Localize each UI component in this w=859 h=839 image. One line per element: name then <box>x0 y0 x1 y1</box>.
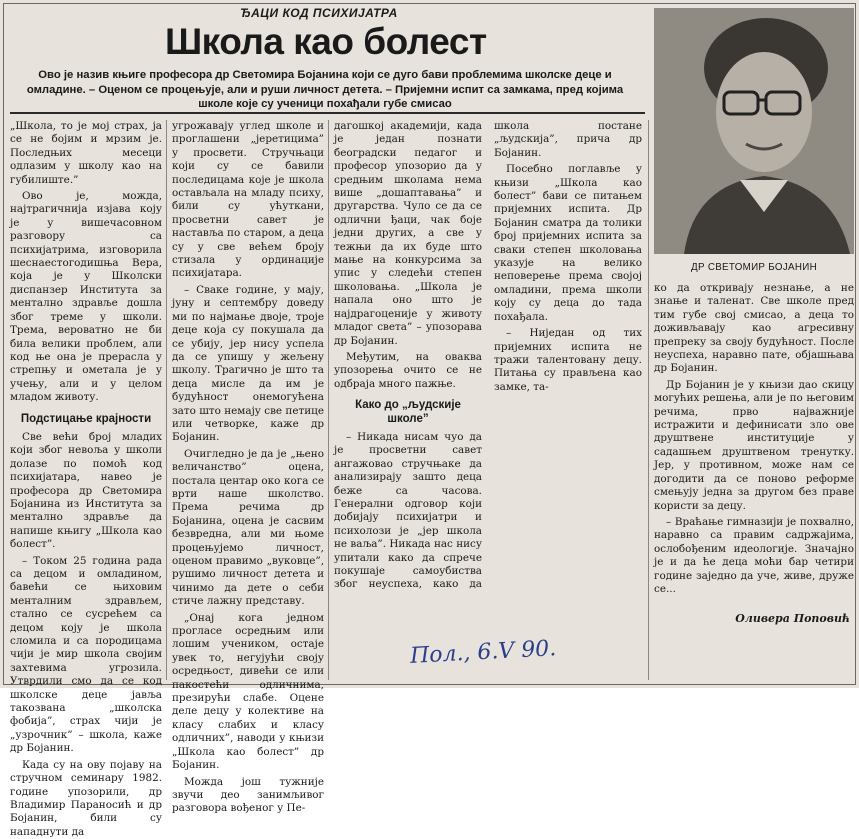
subheading: Подстицање крајности <box>20 412 152 425</box>
paragraph: ко да откривају незнање, а не знање и таленат. Све школе пред тим губе свој смисао, а деца то доживљавају као агресивну препреку за своју будућност. После неуспеха, наравно пате, објашњава др Бојанин. <box>654 282 854 375</box>
column-divider <box>328 120 329 680</box>
paragraph: – Сваке године, у мају, јуну и септембру доведу ми по најмање двоје, троје деце која су покушала да се убију, јер нису успела да се упишу у жељену школу. Трагично је што та деца мисле да им је будућност онемогућена зато што немају све петице или четворке, каже др Бојанин. <box>172 283 324 444</box>
paragraph: – Током 25 година рада са децом и омладином, бавећи се њиховим менталним здрављем, стално се сусрећем са децом коју је школа сломила и са породицама чији је мир школа својим захтевима угрозила. Утврдили смо да се код школске деце јавља такозвана „школска фобија”, страх чији је „узрочник” – школа, каже др Бојанин. <box>10 554 162 755</box>
paragraph: дагошкој академији, када је један познати београдски педагог и професор упозорио да у средњим школама нема више „дошаптавања” и другарства. Чуло се да се одлични ђаци, чак боје једни других, а све у тежњи да их буде што мање на конкурсима за упис у следећи степен школовања. „Школа је напала оно што је најдрагоценије у животу младог света” – упозорава др Бојанин. <box>334 120 482 347</box>
double-column-block <box>334 120 642 598</box>
paragraph: – Ниједан од тих пријемних испита не тражи талентовану децу. Питања су прављена као замке, та- <box>494 327 642 393</box>
lead-rule <box>10 112 645 114</box>
headline: Школа као болест <box>165 21 487 62</box>
article-column-1 <box>10 120 162 838</box>
lead-paragraph: Ово је назив књиге професора др Светомира Бојанина који се дуго бави проблемима школске деце и омладине. – Оценом се процењује, али и руши личност детета. – Пријемни испит са замкама, пред којима школе које су ученици похађали губе смисао <box>26 69 624 110</box>
subheading: Како до „људскије школе” <box>355 399 461 425</box>
paragraph: Све већи број младих који због невоља у школи долазе по помоћ код психијатара, навео је професора др Светомира Бојанина из Института за ментално здравље да напише књигу „Школа као болест”. <box>10 430 162 551</box>
author-byline: Оливера Поповић <box>735 612 850 625</box>
portrait-illustration <box>654 8 854 254</box>
paragraph: – Никада нисам чуо да је просветни савет ангажовао стручњаке да анализирају зашто деца беже са часова. Генерални одговор који добијају психијатри и психолози је „јер школа не ваља”. Никада нас нису упитали како да спрече покушаје самоубиства због неуспеха, како да школа постане „људскија”, прича др Бојанин. <box>334 120 642 591</box>
article-column-5 <box>654 282 854 612</box>
kicker: ЂАЦИ КОД ПСИХИЈАТРА <box>240 6 398 20</box>
paragraph: „Школа, то је мој страх, ја се не бојим и мрзим је. Последњих месеци одлазим у школу као на губилиште.” <box>10 120 162 186</box>
paragraph: Када су на ову појаву на стручном семинару 1982. године упозорили, др Владимир Параносић и др Бојанин, били су нападнути да <box>10 758 162 838</box>
paragraph: „Онај кога једном прогласе осредњим или лошим учеником, остаје увек то, негујући своју осредњост, дивећи се или пакостећи одличнима, презирући слабе. Оцене деле децу у колективе на класу слабих и класу одличних”, наводи у књизи „Школа као болест” др Бојанин. <box>172 611 324 772</box>
paragraph: Међутим, на оваква упозорења очито се не одбраја много пажње. <box>334 350 482 390</box>
paragraph: Можда још тужније звучи део занимљивог разговора вођеног у Пе- <box>172 775 324 815</box>
author-photo <box>654 8 854 254</box>
photo-caption: ДР СВЕТОМИР БОЈАНИН <box>691 262 817 273</box>
paragraph: угрожавају углед школе и проглашени „јеретицима” у просвети. Стручњаци који су се бавили последицама које је школа остављала на младу психу, били су ућуткани, просветни савет је наставља по старом, а деца су у све већем броју стизала у ординације психијатара. <box>172 120 324 280</box>
paragraph: Ово је, можда, најтрагичнија изјава коју је у вишечасовном разговору са психијатрима, изговорила шеснаестогодишња Вера, која је у Школски диспанзер Института за ментално здравље дошла због треме у школи. Трема, вероватно не би била велики проблем, али код ње она је прерасла у стрепњу и ометала је у учењу, али и у целом младом животу. <box>10 190 162 404</box>
column-divider <box>166 120 167 680</box>
handwritten-date-note: Пол., 6.V 90. <box>409 636 557 669</box>
article-column-3 <box>334 120 642 680</box>
paragraph: Др Бојанин је у књизи дао скицу могућих решења, али је по његовим речима, прво најважније истражити и дефинисати зло ове друштвене институције у садашњем друштвеном тренутку. Јер, у противном, може нам се догодити да се поново реформе смењују једна за другом без праве користи за децу. <box>654 378 854 512</box>
paragraph: – Враћање гимназији је похвално, наравно са правим садржајима, ослобођеним идеологије. Значајно је и да ће деца моћи бар четири године заједно да уче, живе, друже се... <box>654 515 854 595</box>
column-divider <box>648 120 649 680</box>
paragraph: Посебно поглавље у књизи „Школа као болест” бави се питањем пријемних испита. Др Бојанин сматра да толики број пријемних испита за сваки степен школовања указује на велико неповерење према својој омладини, према школи коју су деца до тада похађала. <box>494 163 642 323</box>
article-column-2 <box>172 120 324 815</box>
paragraph: Очигледно је да је „њено величанство” оцена, постала центар око кога се врти наше школство. Према речима др Бојанина, оцена је сасвим безвредна, али ми њоме процењујемо личност, оценом правимо „вуковце”, рушимо личност детета и чинимо да дете о себи стиче лажну представу. <box>172 447 324 608</box>
